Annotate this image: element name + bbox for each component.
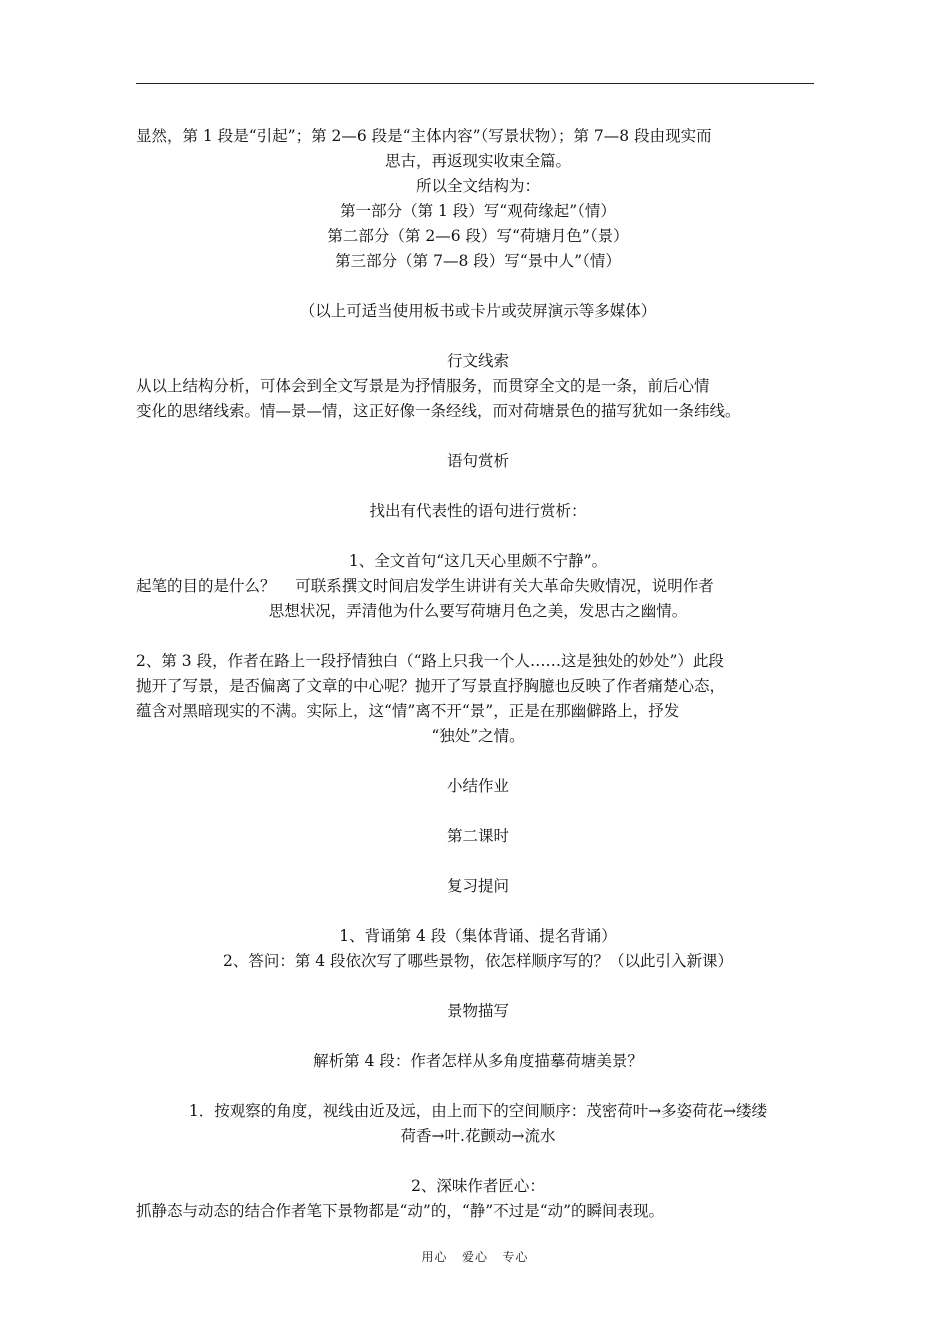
paragraph-line: 找出有代表性的语句进行赏析： — [369, 502, 587, 520]
paragraph-line: 蕴含对黑暗现实的不满。实际上，这“情”离不开“景”，正是在那幽僻路上，抒发 — [136, 702, 680, 720]
paragraph-line: 思古，再返现实收束全篇。 — [384, 152, 571, 170]
section-heading: 行文线索 — [446, 352, 509, 370]
structure-part-1: 第一部分（第 1 段）写“观荷缘起”（情） — [340, 202, 616, 220]
paragraph-line: 1．按观察的角度，视线由近及远，由上而下的空间顺序：茂密荷叶→多姿荷花→缕缕 — [188, 1102, 768, 1120]
paragraph-line: 起笔的目的是什么？ 可联系撰文时间启发学生讲讲有关大革命失败情况，说明作者 — [136, 577, 714, 595]
item-title: 2、深味作者匠心： — [411, 1177, 545, 1195]
section-heading: 复习提问 — [446, 877, 509, 895]
paragraph-line: “独处”之情。 — [431, 727, 525, 745]
paragraph-line: 解析第 4 段：作者怎样从多角度描摹荷塘美景？ — [313, 1052, 643, 1070]
media-note: （以上可适当使用板书或卡片或荧屏演示等多媒体） — [299, 302, 657, 320]
review-item: 2、答问：第 4 段依次写了哪些景物，依怎样顺序写的？（以此引入新课） — [222, 952, 734, 970]
paragraph-line: 从以上结构分析，可体会到全文写景是为抒情服务，而贯穿全文的是一条，前后心情 — [136, 377, 710, 395]
section-heading: 景物描写 — [446, 1002, 509, 1020]
paragraph-line: 所以全文结构为： — [415, 177, 540, 195]
paragraph-line: 抓静态与动态的结合作者笔下景物都是“动”的，“静”不过是“动”的瞬间表现。 — [136, 1202, 665, 1220]
section-heading: 第二课时 — [446, 827, 509, 845]
item-title: 1、全文首句“这几天心里颇不宁静”。 — [348, 552, 608, 570]
paragraph-line: 2、第 3 段，作者在路上一段抒情独白（“路上只我一个人……这是独处的妙处”）此段 — [136, 652, 724, 670]
section-heading: 语句赏析 — [446, 452, 509, 470]
header-rule — [136, 83, 814, 84]
document-body — [136, 124, 820, 1224]
structure-part-3: 第三部分（第 7—8 段）写“景中人”（情） — [335, 252, 621, 270]
paragraph-line: 显然，第 1 段是“引起”；第 2—6 段是“主体内容”（写景状物）；第 7—8 段由现实而 — [136, 127, 712, 145]
paragraph-line: 抛开了写景，是否偏离了文章的中心呢？抛开了写景直抒胸臆也反映了作者痛楚心态， — [136, 677, 726, 695]
page-footer: 用心 爱心 专心 — [421, 1250, 529, 1264]
structure-part-2: 第二部分（第 2—6 段）写“荷塘月色”（景） — [327, 227, 629, 245]
review-item: 1、背诵第 4 段（集体背诵、提名背诵） — [339, 927, 617, 945]
section-heading: 小结作业 — [446, 777, 509, 795]
paragraph-line: 荷香→叶.花颤动→流水 — [400, 1127, 556, 1145]
paragraph-line: 变化的思绪线索。情—景—情，这正好像一条经线，而对荷塘景色的描写犹如一条纬线。 — [136, 402, 741, 420]
paragraph-line: 思想状况，弄清他为什么要写荷塘月色之美，发思古之幽情。 — [268, 602, 688, 620]
